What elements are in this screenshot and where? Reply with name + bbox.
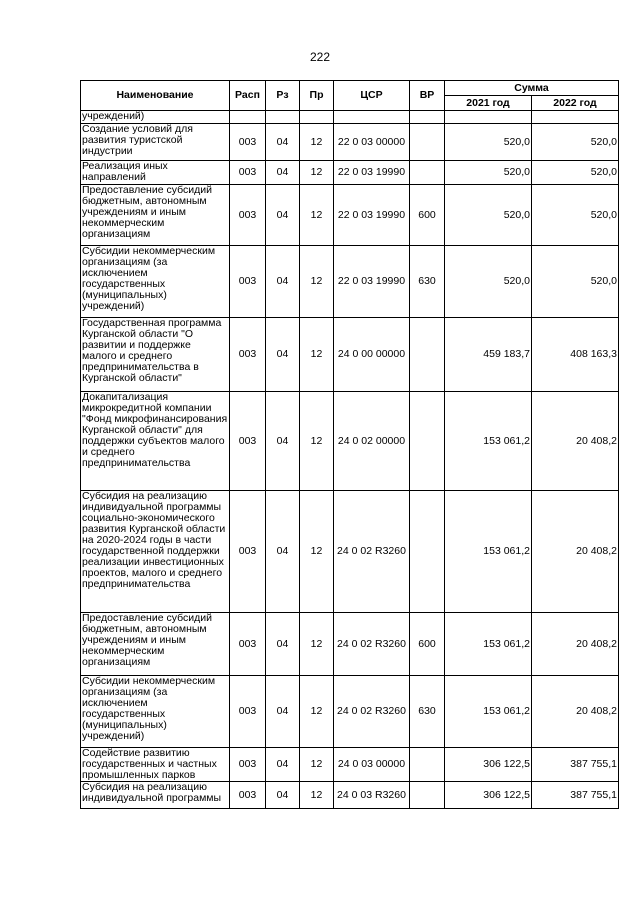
row-vr (410, 392, 445, 491)
row-name: учреждений) (81, 111, 230, 124)
header-pr: Пр (300, 81, 334, 111)
table-row (81, 161, 619, 185)
row-rasp (230, 111, 266, 124)
table-body (81, 111, 619, 809)
row-csr: 22 0 03 19990 (334, 185, 410, 246)
row-sum-2021: 520,0 (445, 161, 532, 185)
row-pr: 12 (300, 392, 334, 491)
header-name: Наименование (81, 81, 230, 111)
row-csr: 22 0 03 19990 (334, 161, 410, 185)
table-row (81, 748, 619, 782)
header-csr: ЦСР (334, 81, 410, 111)
row-sum-2021: 520,0 (445, 185, 532, 246)
row-rz: 04 (266, 392, 300, 491)
row-rz: 04 (266, 124, 300, 161)
row-sum-2022: 408 163,3 (532, 318, 619, 392)
row-vr (410, 124, 445, 161)
table-row (81, 124, 619, 161)
header-sum: Сумма (445, 81, 619, 96)
row-pr: 12 (300, 161, 334, 185)
row-pr: 12 (300, 782, 334, 809)
row-sum-2022: 520,0 (532, 161, 619, 185)
table-row (81, 491, 619, 613)
row-rz: 04 (266, 613, 300, 676)
row-sum-2022 (532, 111, 619, 124)
table-row (81, 676, 619, 748)
row-csr: 22 0 03 19990 (334, 246, 410, 318)
row-sum-2022: 387 755,1 (532, 748, 619, 782)
row-pr: 12 (300, 318, 334, 392)
row-sum-2022: 20 408,2 (532, 613, 619, 676)
row-pr: 12 (300, 491, 334, 613)
row-csr: 24 0 02 R3260 (334, 676, 410, 748)
row-name: Докапитализация микрокредитной компании "Фонд микрофинансирования Курганской области" для поддержки субъектов малого и среднего предпринимательства (81, 392, 230, 491)
row-rz: 04 (266, 318, 300, 392)
row-vr: 600 (410, 185, 445, 246)
row-name: Предоставление субсидий бюджетным, автономным учреждениям и иным некоммерческим организациям (81, 185, 230, 246)
row-vr: 630 (410, 246, 445, 318)
row-rasp: 003 (230, 185, 266, 246)
row-rz: 04 (266, 782, 300, 809)
row-rasp: 003 (230, 161, 266, 185)
row-name: Субсидия на реализацию индивидуальной программы (81, 782, 230, 809)
row-vr (410, 491, 445, 613)
row-sum-2022: 20 408,2 (532, 392, 619, 491)
row-sum-2021: 153 061,2 (445, 392, 532, 491)
row-csr: 24 0 00 00000 (334, 318, 410, 392)
row-name: Содействие развитию государственных и частных промышленных парков (81, 748, 230, 782)
row-sum-2022: 387 755,1 (532, 782, 619, 809)
header-2022: 2022 год (532, 96, 619, 111)
row-pr: 12 (300, 613, 334, 676)
row-pr: 12 (300, 124, 334, 161)
row-sum-2021: 153 061,2 (445, 491, 532, 613)
row-rz: 04 (266, 748, 300, 782)
row-sum-2021 (445, 111, 532, 124)
table-row (81, 392, 619, 491)
row-vr: 600 (410, 613, 445, 676)
table-row (81, 246, 619, 318)
row-csr: 24 0 02 R3260 (334, 613, 410, 676)
row-rasp: 003 (230, 124, 266, 161)
row-rasp: 003 (230, 676, 266, 748)
row-pr: 12 (300, 246, 334, 318)
row-vr (410, 748, 445, 782)
row-csr: 24 0 03 R3260 (334, 782, 410, 809)
row-pr: 12 (300, 748, 334, 782)
row-sum-2021: 459 183,7 (445, 318, 532, 392)
row-rasp: 003 (230, 392, 266, 491)
table-row (81, 185, 619, 246)
row-sum-2021: 520,0 (445, 124, 532, 161)
row-sum-2021: 306 122,5 (445, 748, 532, 782)
table-row (81, 782, 619, 809)
row-sum-2021: 520,0 (445, 246, 532, 318)
row-rasp: 003 (230, 748, 266, 782)
row-pr: 12 (300, 676, 334, 748)
row-sum-2022: 520,0 (532, 124, 619, 161)
page-number: 222 (309, 50, 331, 64)
row-name: Субсидии некоммерческим организациям (за исключением государственных (муниципальных) учреждений) (81, 676, 230, 748)
header-rasp: Расп (230, 81, 266, 111)
row-name: Субсидии некоммерческим организациям (за исключением государственных (муниципальных) учреждений) (81, 246, 230, 318)
row-name: Создание условий для развития туристской индустрии (81, 124, 230, 161)
table-row (81, 613, 619, 676)
row-name: Реализация иных направлений (81, 161, 230, 185)
row-name: Государственная программа Курганской области "О развитии и поддержке малого и среднего предпринимательства в Курганской области" (81, 318, 230, 392)
row-vr (410, 782, 445, 809)
row-sum-2021: 153 061,2 (445, 613, 532, 676)
row-vr (410, 111, 445, 124)
row-rz: 04 (266, 246, 300, 318)
row-sum-2022: 520,0 (532, 246, 619, 318)
row-rasp: 003 (230, 782, 266, 809)
row-rz: 04 (266, 491, 300, 613)
row-vr (410, 318, 445, 392)
row-vr: 630 (410, 676, 445, 748)
row-csr (334, 111, 410, 124)
row-sum-2022: 20 408,2 (532, 491, 619, 613)
budget-table (80, 80, 619, 809)
row-rz: 04 (266, 676, 300, 748)
header-2021: 2021 год (445, 96, 532, 111)
row-rz: 04 (266, 185, 300, 246)
row-name: Предоставление субсидий бюджетным, автономным учреждениям и иным некоммерческим организациям (81, 613, 230, 676)
table-header (81, 81, 619, 111)
row-pr (300, 111, 334, 124)
header-rz: Рз (266, 81, 300, 111)
row-csr: 24 0 02 00000 (334, 392, 410, 491)
row-rasp: 003 (230, 318, 266, 392)
row-pr: 12 (300, 185, 334, 246)
row-csr: 24 0 02 R3260 (334, 491, 410, 613)
row-csr: 22 0 03 00000 (334, 124, 410, 161)
row-rasp: 003 (230, 613, 266, 676)
table-row (81, 318, 619, 392)
row-sum-2022: 520,0 (532, 185, 619, 246)
row-sum-2021: 306 122,5 (445, 782, 532, 809)
table-row (81, 111, 619, 124)
row-rz (266, 111, 300, 124)
row-csr: 24 0 03 00000 (334, 748, 410, 782)
row-vr (410, 161, 445, 185)
row-sum-2021: 153 061,2 (445, 676, 532, 748)
header-vr: ВР (410, 81, 445, 111)
row-rasp: 003 (230, 246, 266, 318)
row-sum-2022: 20 408,2 (532, 676, 619, 748)
row-rasp: 003 (230, 491, 266, 613)
row-rz: 04 (266, 161, 300, 185)
row-name: Субсидия на реализацию индивидуальной программы социально-экономического развития Курганской области на 2020-2024 годы в части государственной поддержки реализации инвестиционных проектов, малого и среднего предпринимательства (81, 491, 230, 613)
